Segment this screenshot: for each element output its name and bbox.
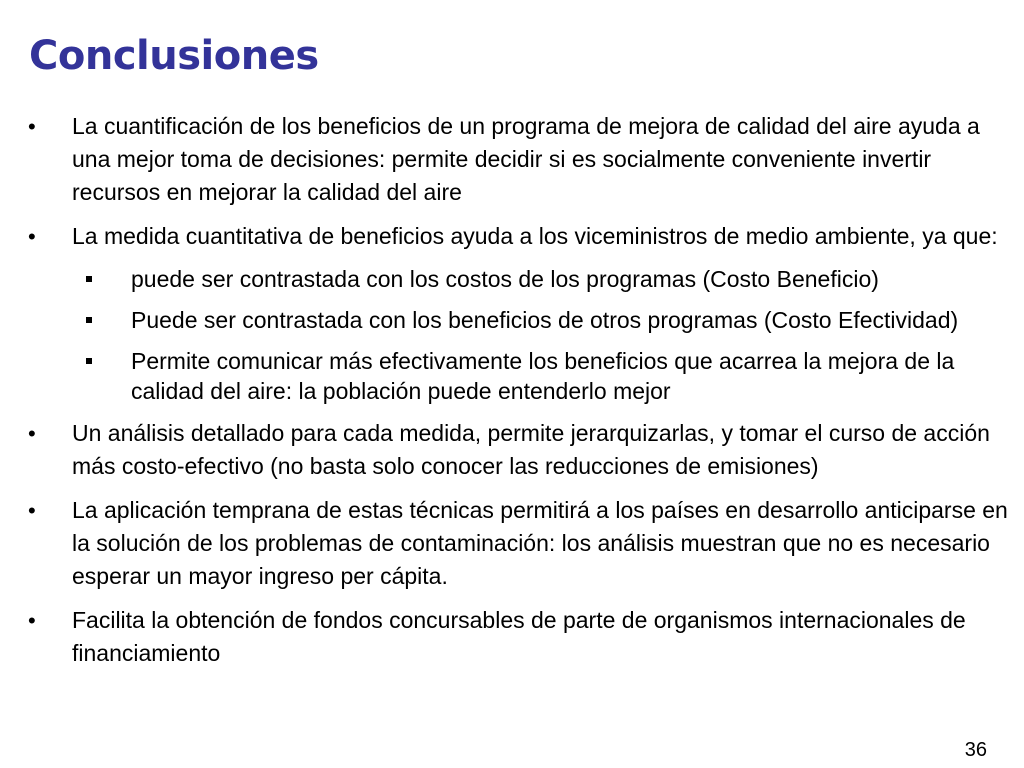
- bullet-marker: •: [28, 498, 36, 523]
- bullet-marker: •: [28, 421, 36, 446]
- bullet-item: [0, 604, 1024, 670]
- sub-bullet-text: Permite comunicar más efectivamente los beneficios que acarrea la mejora de la calidad del aire: la población puede entenderlo mejor: [131, 348, 955, 404]
- square-bullet-icon: [86, 317, 92, 323]
- sub-bullet-text: Puede ser contrastada con los beneficios de otros programas (Costo Efectividad): [131, 307, 959, 333]
- square-bullet-icon: [86, 358, 92, 364]
- square-bullet-icon: [86, 276, 92, 282]
- slide-content: [0, 110, 1024, 681]
- sub-bullet-item: [0, 264, 1024, 294]
- bullet-item: [0, 220, 1024, 253]
- sub-bullet-item: [0, 305, 1024, 335]
- bullet-marker: •: [28, 224, 36, 249]
- bullet-text: Facilita la obtención de fondos concursables de parte de organismos internacionales de financiamiento: [72, 607, 966, 666]
- bullet-item: [0, 110, 1024, 209]
- page-number: 36: [964, 739, 987, 761]
- bullet-text: La medida cuantitativa de beneficios ayuda a los viceministros de medio ambiente, ya que:: [72, 223, 998, 249]
- bullet-marker: •: [28, 608, 36, 633]
- sub-bullet-item: [0, 346, 1024, 406]
- bullet-marker: •: [28, 114, 36, 139]
- slide-title: Conclusiones: [29, 33, 319, 79]
- bullet-item: [0, 417, 1024, 483]
- sub-bullet-text: puede ser contrastada con los costos de los programas (Costo Beneficio): [131, 266, 879, 292]
- bullet-text: La cuantificación de los beneficios de un programa de mejora de calidad del aire ayuda a una mejor toma de decisiones: permite decidir si es socialmente conveniente invertir recursos en mejorar la calidad del aire: [72, 113, 980, 205]
- bullet-text: La aplicación temprana de estas técnicas permitirá a los países en desarrollo anticiparse en la solución de los problemas de contaminación: los análisis muestran que no es necesario esperar un mayor ingreso per cápita.: [72, 497, 1008, 589]
- bullet-item: [0, 494, 1024, 593]
- bullet-text: Un análisis detallado para cada medida, permite jerarquizarlas, y tomar el curso de acción más costo-efectivo (no basta solo conocer las reducciones de emisiones): [72, 420, 990, 479]
